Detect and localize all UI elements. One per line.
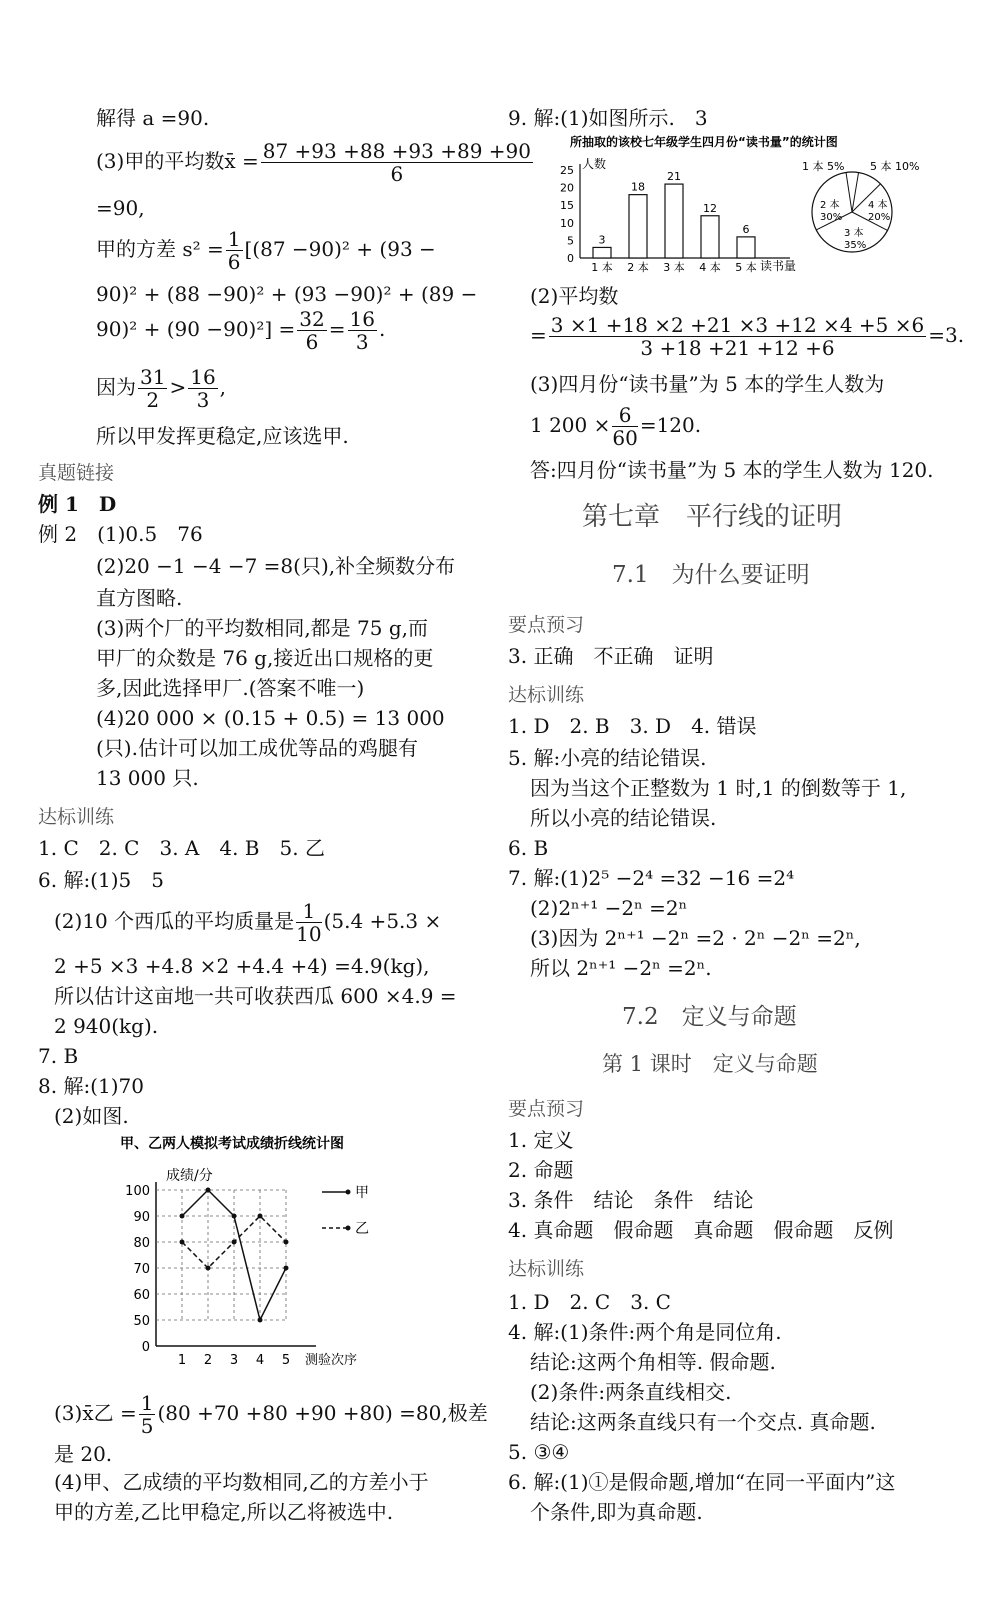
text-line: 4. 解:(1)条件:两个角是同位角.	[508, 1320, 782, 1344]
bar-value-label: 18	[631, 180, 645, 194]
pie-label-5: 5 本 10%	[870, 160, 920, 173]
fraction	[188, 366, 217, 411]
text-line: 1. D 2. B 3. D 4. 错误	[508, 714, 757, 738]
text-line: 甲的方差,乙比甲稳定,所以乙将被选中.	[54, 1500, 394, 1524]
text-line: 13 000 只.	[96, 766, 199, 790]
answers: 1. C 2. C 3. A 4. B 5. 乙	[38, 836, 325, 860]
text-line: 所以 2ⁿ⁺¹ −2ⁿ =2ⁿ.	[530, 956, 712, 980]
bar-y-tick: 15	[560, 199, 574, 213]
numerator: 31	[140, 365, 166, 389]
text: =3.	[928, 323, 965, 347]
bar-category-label: 3 本	[663, 261, 685, 274]
fraction	[297, 308, 326, 353]
bar-value-label: 21	[667, 170, 681, 184]
section-heading-dabiao: 达标训练	[508, 1258, 585, 1280]
x-tick-label: 1	[177, 1353, 187, 1368]
text-line: 5. ③④	[508, 1440, 570, 1464]
solve-a: 解得 a =90.	[96, 106, 210, 130]
bar-y-tick: 10	[560, 216, 574, 230]
denominator: 3	[355, 330, 369, 354]
variance-line3	[96, 308, 385, 353]
numerator: 1	[140, 1391, 154, 1415]
text: 甲的方差 s² =	[96, 237, 224, 261]
legend	[322, 1185, 369, 1237]
bar	[701, 216, 719, 258]
text-line: 甲厂的众数是 76 g,接近出口规格的更	[96, 646, 434, 670]
section-7-2: 7.2 定义与命题	[622, 1004, 797, 1030]
pie-inner-label: 30%	[820, 212, 843, 223]
mean-jia	[96, 140, 535, 186]
example-1: 例 1 D	[38, 492, 117, 516]
bar-category-label: 4 本	[699, 261, 721, 274]
numerator: 16	[349, 307, 375, 331]
text: 1 200 ×	[530, 413, 611, 437]
x-tick-label: 2	[203, 1353, 213, 1368]
mean-jia-label: (3)甲的平均数x̄ =	[96, 149, 259, 173]
x-tick-label: 4	[255, 1353, 265, 1368]
section-heading-yaodian: 要点预习	[508, 1098, 585, 1120]
pie-inner-label: 35%	[844, 240, 867, 251]
y-tick-label: 60	[133, 1288, 150, 1303]
fraction	[296, 900, 321, 945]
bar	[629, 195, 647, 258]
text-line: 个条件,即为真命题.	[530, 1500, 703, 1524]
legend-marker	[346, 1190, 351, 1195]
q7: 7. B	[38, 1044, 79, 1068]
data-point	[258, 1214, 263, 1219]
bar-y-tick: 20	[560, 181, 574, 195]
text-line: 2 940(kg).	[54, 1014, 159, 1038]
bar-category-label: 1 本	[591, 261, 613, 274]
data-point	[284, 1266, 289, 1271]
y-tick-label: 50	[133, 1314, 150, 1329]
data-point	[232, 1240, 237, 1245]
line-chart	[110, 1132, 430, 1382]
text: (5.4 +5.3 ×	[323, 909, 442, 933]
legend-marker	[346, 1226, 351, 1231]
mean-heading: (2)平均数	[530, 284, 619, 308]
text-line: 是 20.	[54, 1442, 113, 1466]
text: =	[530, 323, 547, 347]
section-heading-yaodian: 要点预习	[508, 614, 585, 636]
fraction	[138, 366, 167, 411]
data-point	[206, 1266, 211, 1271]
text-line: 所以小亮的结论错误.	[530, 806, 717, 830]
text-line: 直方图略.	[96, 586, 183, 610]
bar	[737, 237, 755, 258]
x-axis-label: 测验次序	[305, 1353, 358, 1368]
numerator: 1	[227, 227, 241, 251]
count-formula	[530, 404, 701, 449]
numerator: 1	[296, 900, 321, 923]
text: ,	[219, 375, 227, 399]
mean-result: =90,	[96, 196, 145, 220]
text-line: 3. 正确 不正确 证明	[508, 644, 714, 668]
section-7-1: 7.1 为什么要证明	[612, 562, 810, 588]
chart-title: 甲、乙两人模拟考试成绩折线统计图	[120, 1136, 344, 1152]
denominator: 10	[296, 922, 322, 946]
q8-3	[54, 1392, 488, 1437]
text-line: (2)2ⁿ⁺¹ −2ⁿ =2ⁿ	[530, 896, 688, 920]
text-line: 6. B	[508, 836, 549, 860]
y-tick-label: 90	[133, 1210, 150, 1225]
grid	[156, 1182, 316, 1346]
text-line: (2)条件:两条直线相交.	[530, 1380, 732, 1404]
bar-value-label: 3	[598, 233, 606, 247]
q9: 9. 解:(1)如图所示. 3	[508, 106, 708, 130]
fraction	[261, 140, 533, 185]
numerator: 6	[612, 404, 637, 427]
text: [(87 −90)² + (93 −	[244, 237, 436, 261]
answer-line: 答:四月份“读书量”为 5 本的学生人数为 120.	[530, 458, 934, 482]
fraction	[348, 308, 377, 353]
text: =	[328, 317, 346, 341]
pie-chart	[802, 159, 919, 252]
text-line: 2. 命题	[508, 1158, 574, 1182]
text: >	[169, 375, 187, 399]
text-line: 4. 真命题 假命题 真命题 假命题 反例	[508, 1218, 894, 1242]
chapter-title: 第七章 平行线的证明	[582, 502, 843, 532]
bar-y-tick: 25	[560, 164, 574, 177]
q6: 6. 解:(1)5 5	[38, 868, 164, 892]
conclusion: 所以甲发挥更稳定,应该选甲.	[96, 424, 349, 448]
text-line: 6. 解:(1)①是假命题,增加“在同一平面内”这	[508, 1470, 896, 1494]
bar-y-label: 人数	[582, 157, 607, 171]
text-line: (4)甲、乙成绩的平均数相同,乙的方差小于	[54, 1470, 429, 1494]
section-heading-dabiao: 达标训练	[508, 684, 585, 706]
pie-inner-label: 20%	[868, 212, 891, 223]
bar-chart-title: 所抽取的该校七年级学生四月份“读书量”的统计图	[570, 135, 838, 149]
numerator: 3 ×1 +18 ×2 +21 ×3 +12 ×4 +5 ×6	[550, 313, 925, 337]
pie-inner-label: 2 本	[820, 200, 840, 211]
numerator: 16	[190, 365, 216, 389]
data-point	[232, 1214, 237, 1219]
denominator: 3 +18 +21 +12 +6	[640, 336, 835, 360]
bar-category-label: 5 本	[735, 261, 757, 274]
text-line: 多,因此选择甲厂.(答案不唯一)	[96, 676, 365, 700]
text-line: 因为当这个正整数为 1 时,1 的倒数等于 1,	[530, 776, 907, 800]
pie-label-1: 1 本 5%	[802, 160, 845, 173]
text-line: 5. 解:小亮的结论错误.	[508, 746, 707, 770]
compare	[96, 366, 226, 411]
denominator: 5	[140, 1414, 154, 1438]
text-line: 结论:这两个角相等. 假命题.	[530, 1350, 776, 1374]
data-point	[180, 1214, 185, 1219]
q8-2: (2)如图.	[54, 1104, 129, 1128]
text: .	[378, 317, 386, 341]
bar-value-label: 12	[703, 201, 717, 215]
legend-label-jia: 甲	[355, 1185, 369, 1201]
denominator: 6	[227, 250, 241, 274]
y-tick-label: 80	[133, 1236, 150, 1251]
text: (80 +70 +80 +90 +80) =80,极差	[157, 1401, 488, 1425]
text-line: 1. D 2. C 3. C	[508, 1290, 671, 1314]
fraction	[139, 1392, 156, 1437]
data-point	[206, 1188, 211, 1193]
text-line: (3)四月份“读书量”为 5 本的学生人数为	[530, 372, 885, 396]
text-line: 3. 条件 结论 条件 结论	[508, 1188, 754, 1212]
denominator: 2	[146, 388, 160, 412]
numerator: 87 +93 +88 +93 +89 +90	[262, 139, 532, 163]
pie-inner-label: 3 本	[844, 228, 864, 239]
data-point	[180, 1240, 185, 1245]
variance-jia	[96, 228, 436, 273]
variance-line2: 90)² + (88 −90)² + (93 −90)² + (89 −	[96, 282, 478, 306]
y-tick-label: 100	[125, 1184, 150, 1199]
bar	[593, 247, 611, 258]
legend-label-yi: 乙	[355, 1221, 369, 1237]
data-point	[258, 1318, 263, 1323]
series	[180, 1188, 289, 1323]
bar-chart	[540, 130, 960, 280]
y-tick-label: 70	[133, 1262, 150, 1277]
text: 因为	[96, 375, 136, 399]
pie-inner-label: 4 本	[868, 200, 888, 211]
text-line: (3)因为 2ⁿ⁺¹ −2ⁿ =2 · 2ⁿ −2ⁿ =2ⁿ,	[530, 926, 861, 950]
text-line: 结论:这两条直线只有一个交点. 真命题.	[530, 1410, 876, 1434]
y-axis-label: 成绩/分	[166, 1168, 213, 1184]
denominator: 6	[305, 330, 319, 354]
bar	[665, 184, 683, 258]
denominator: 6	[390, 162, 404, 186]
x-tick-label: 3	[229, 1353, 239, 1368]
text-line: (只).估计可以加工成优等品的鸡腿有	[96, 736, 418, 760]
text-line: (3)两个厂的平均数相同,都是 75 g,而	[96, 616, 429, 640]
text-line: (4)20 000 × (0.15 + 0.5) = 13 000	[96, 706, 445, 730]
x-tick-label: 5	[281, 1353, 291, 1368]
example-2: 例 2 (1)0.5 76	[38, 522, 203, 546]
text: (3)x̄乙 =	[54, 1401, 137, 1425]
q8: 8. 解:(1)70	[38, 1074, 144, 1098]
denominator: 60	[612, 426, 638, 450]
bar-x-label: 读书量	[760, 259, 797, 273]
fraction	[549, 314, 926, 359]
lesson-title: 第 1 课时 定义与命题	[602, 1052, 818, 1076]
section-heading-dabiao: 达标训练	[38, 806, 115, 828]
section-heading-zhenti: 真题链接	[38, 462, 115, 484]
denominator: 3	[196, 388, 210, 412]
data-point	[284, 1240, 289, 1245]
text-line: 1. 定义	[508, 1128, 574, 1152]
numerator: 32	[299, 307, 325, 331]
bar-y-tick: 5	[567, 234, 574, 248]
y-tick-label: 0	[141, 1340, 150, 1355]
fraction	[612, 404, 637, 449]
bar-value-label: 6	[742, 222, 750, 236]
text-line: (2)20 −1 −4 −7 =8(只),补全频数分布	[96, 554, 456, 578]
text: =120.	[639, 413, 702, 437]
text: (2)10 个西瓜的平均质量是	[54, 909, 295, 933]
bar-category-label: 2 本	[627, 261, 649, 274]
mean-formula	[530, 314, 964, 359]
q6-2	[54, 900, 441, 945]
text-line: 2 +5 ×3 +4.8 ×2 +4.4 +4) =4.9(kg),	[54, 954, 430, 978]
text-line: 所以估计这亩地一共可收获西瓜 600 ×4.9 =	[54, 984, 457, 1008]
text: 90)² + (90 −90)²] =	[96, 317, 296, 341]
bar-y-tick: 0	[567, 252, 574, 265]
fraction	[226, 228, 243, 273]
text-line: 7. 解:(1)2⁵ −2⁴ =32 −16 =2⁴	[508, 866, 795, 890]
